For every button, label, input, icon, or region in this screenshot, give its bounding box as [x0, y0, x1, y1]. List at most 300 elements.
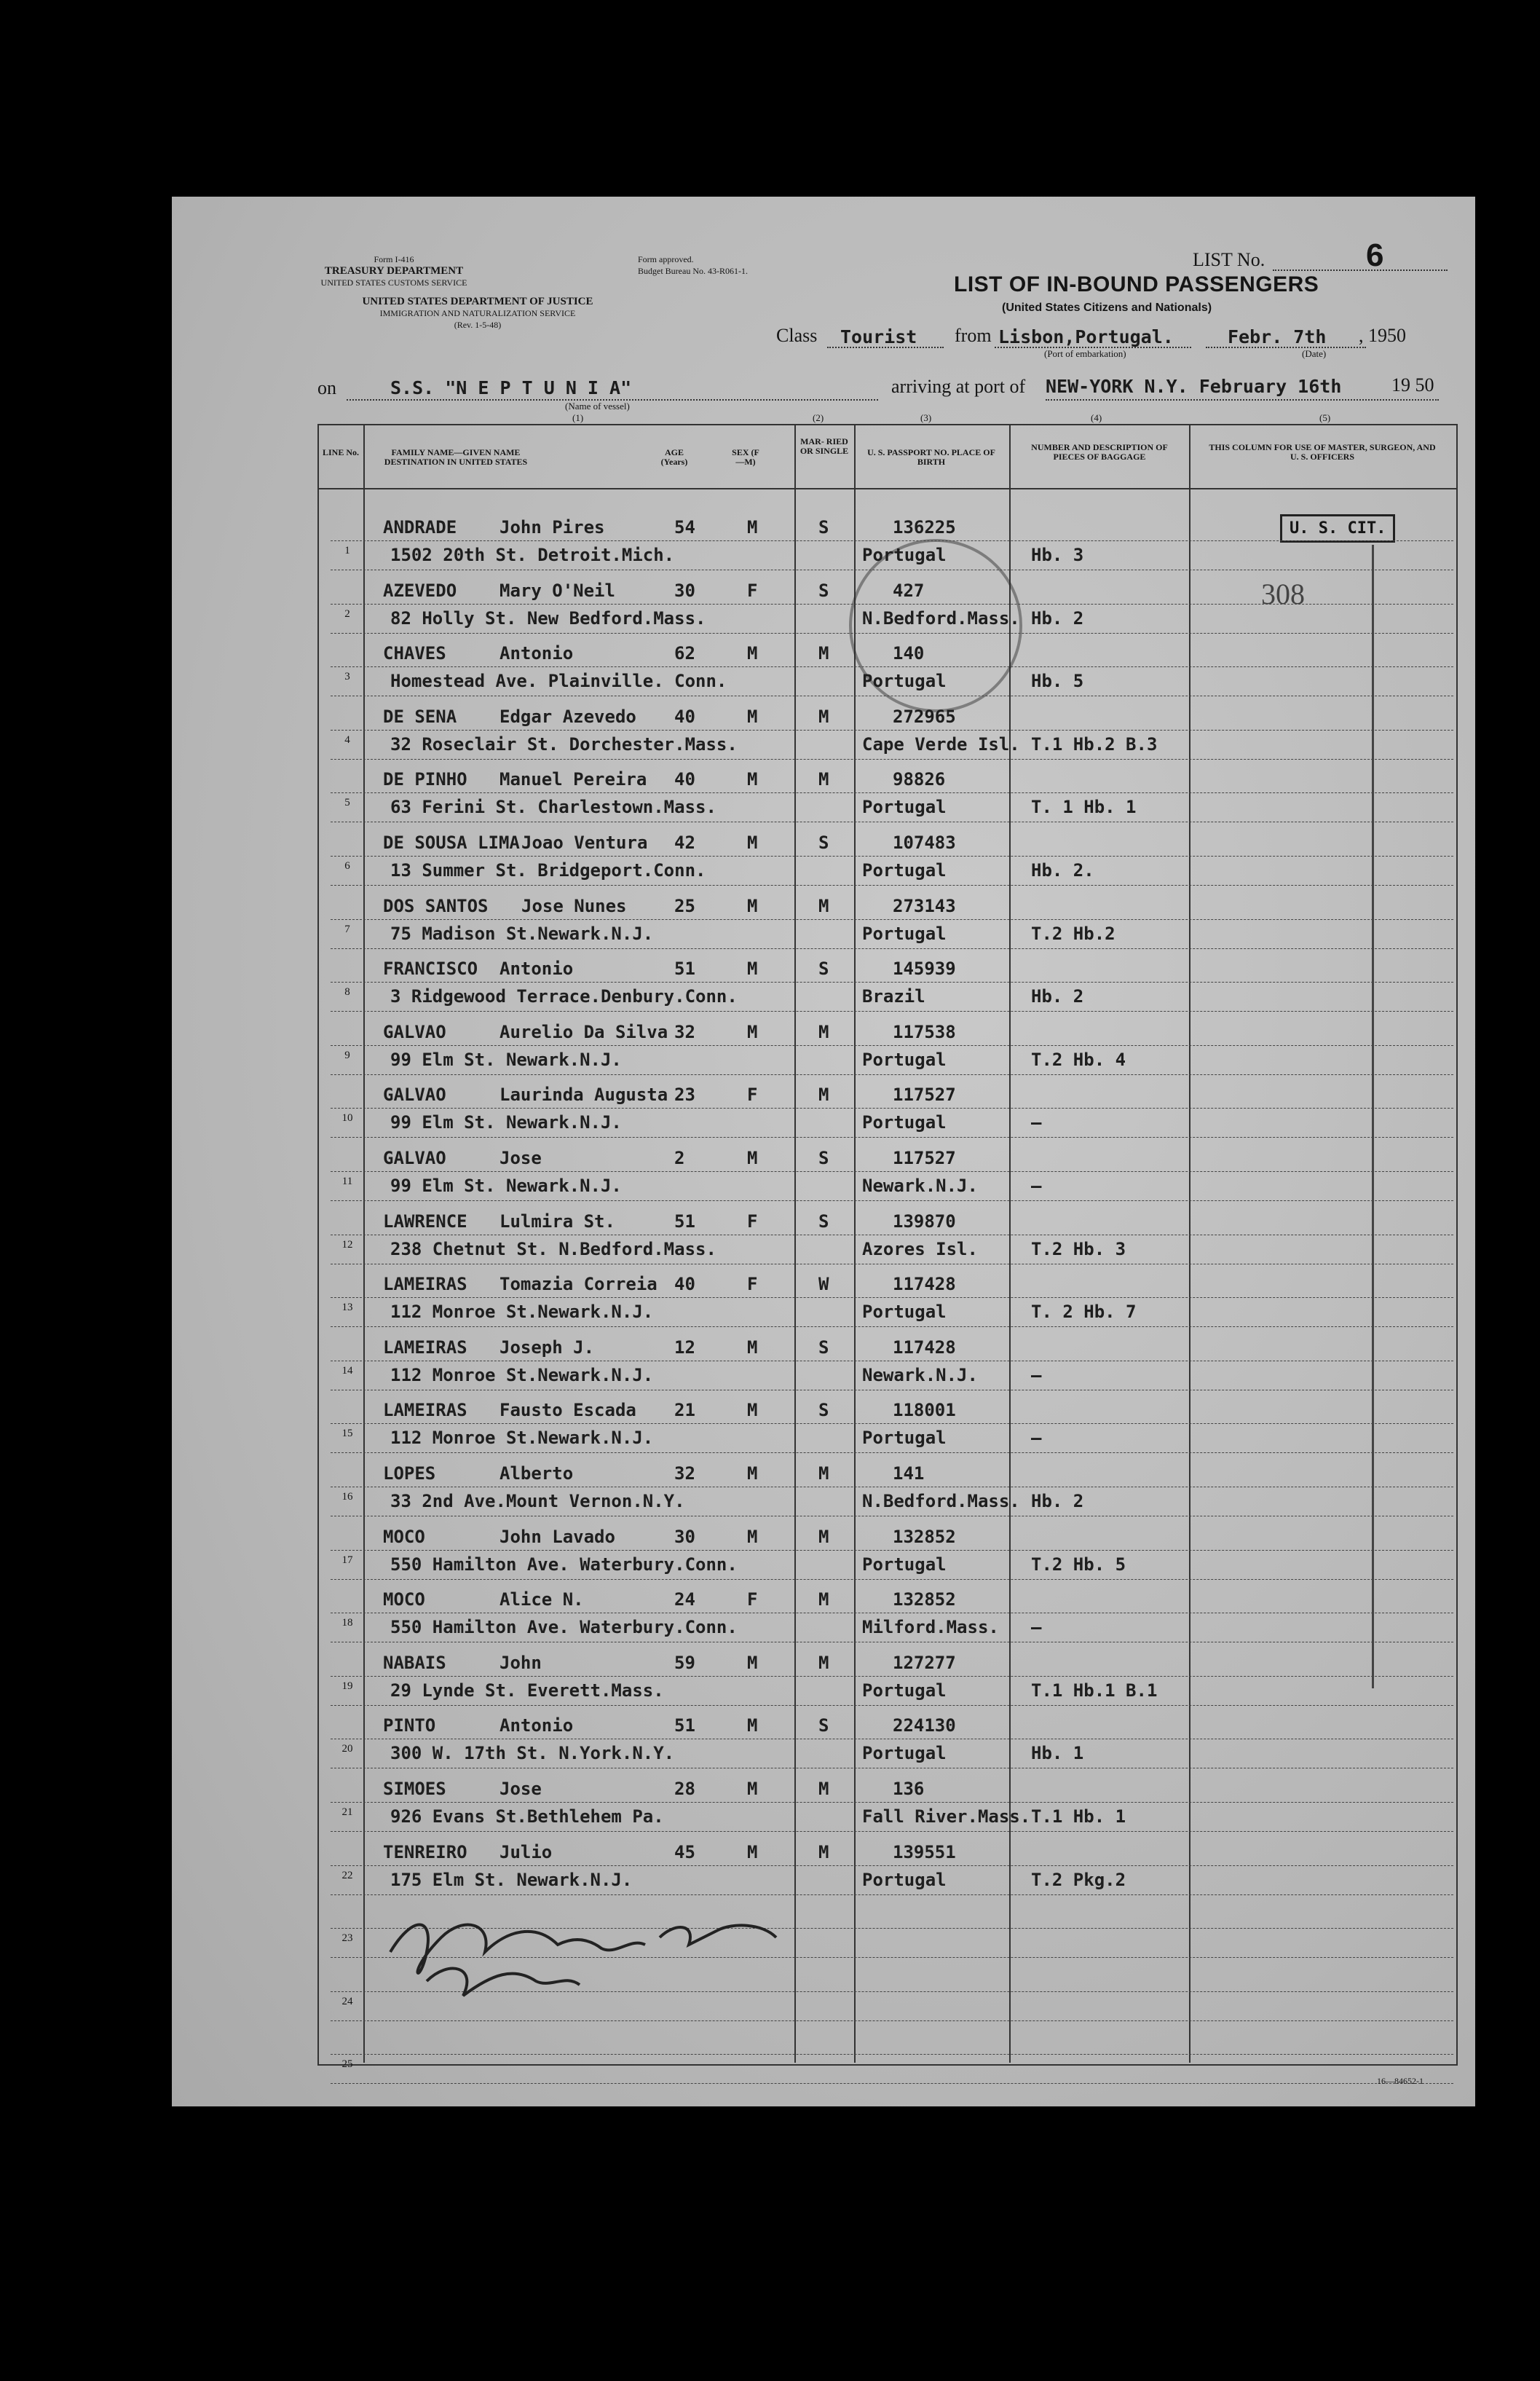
marital-status: M: [818, 643, 829, 664]
sex: M: [747, 895, 758, 916]
form-agency-header: [303, 253, 485, 288]
age: 51: [674, 959, 695, 980]
destination: 29 Lynde St. Everett.Mass.: [390, 1680, 664, 1701]
baggage: T. 1 Hb. 1: [1031, 797, 1137, 818]
col-rule-married: [794, 424, 796, 2063]
baggage: Hb. 2: [1031, 607, 1084, 629]
row-rule-top: [331, 1802, 1453, 1803]
place-of-birth: Portugal: [862, 1428, 947, 1449]
given-name: Antonio: [499, 1715, 574, 1736]
family-name: LAMEIRAS: [383, 1400, 467, 1421]
family-name: SIMOES: [383, 1779, 446, 1799]
given-name: Jose: [499, 1779, 542, 1799]
col-rule-passport: [854, 424, 856, 2063]
destination: 32 Roseclair St. Dorchester.Mass.: [390, 733, 738, 755]
arriving-year: 19 50: [1391, 374, 1434, 395]
col-num-1: (1): [572, 412, 584, 423]
family-name: LAMEIRAS: [383, 1274, 467, 1295]
age: 28: [674, 1779, 695, 1799]
family-name: GALVAO: [383, 1085, 446, 1106]
passport-no: 139551: [893, 1841, 956, 1862]
destination: 3 Ridgewood Terrace.Denbury.Conn.: [390, 986, 738, 1007]
passenger-list-page: [172, 197, 1475, 2106]
marital-status: W: [818, 1274, 829, 1295]
family-name: GALVAO: [383, 1021, 446, 1042]
passport-no: 273143: [893, 895, 956, 916]
age: 24: [674, 1589, 695, 1610]
destination: Homestead Ave. Plainville. Conn.: [390, 671, 727, 692]
baggage: T.1 Hb.1 B.1: [1031, 1680, 1158, 1701]
given-name: Lulmira St.: [499, 1211, 615, 1232]
sex: F: [747, 1274, 758, 1295]
col-num-3: (3): [920, 412, 932, 423]
row-rule-top: [331, 1865, 1453, 1866]
justice-dept: UNITED STATES DEPARTMENT OF JUSTICE: [362, 296, 593, 307]
family-name: LAWRENCE: [383, 1211, 467, 1232]
sex: F: [747, 1211, 758, 1232]
place-of-birth: Portugal: [862, 1680, 947, 1701]
baggage: Hb. 5: [1031, 671, 1084, 692]
age: 25: [674, 895, 695, 916]
row-rule-bottom: [331, 1200, 1453, 1201]
given-name: John Pires: [499, 517, 605, 538]
marital-status: M: [818, 769, 829, 790]
marital-status: S: [818, 1211, 829, 1232]
given-name: Alberto: [499, 1463, 574, 1484]
destination: 550 Hamilton Ave. Waterbury.Conn.: [390, 1617, 738, 1638]
place-of-birth: Brazil: [862, 986, 925, 1007]
marital-status: M: [818, 1841, 829, 1862]
marital-status: S: [818, 959, 829, 980]
place-of-birth: Milford.Mass.: [862, 1617, 999, 1638]
row-rule-top: [331, 856, 1453, 857]
col-num-2: (2): [813, 412, 824, 423]
vessel-name: S.S. "N E P T U N I A": [390, 377, 632, 398]
age: 40: [674, 769, 695, 790]
place-of-birth: Portugal: [862, 1049, 947, 1070]
given-name: Fausto Escada: [499, 1400, 636, 1421]
line-number: 18: [341, 1617, 353, 1629]
line-number: 8: [344, 986, 350, 999]
row-rule-bottom: [331, 1137, 1453, 1138]
form-number: Form I-416: [374, 254, 414, 264]
sex: M: [747, 1021, 758, 1042]
table-header-rule: [317, 488, 1456, 489]
passport-no: 140: [893, 643, 925, 664]
sex: M: [747, 1463, 758, 1484]
baggage: T. 2 Hb. 7: [1031, 1302, 1137, 1323]
from-value: Lisbon,Portugal.: [998, 326, 1174, 347]
marital-status: S: [818, 580, 829, 601]
justice-header: [317, 296, 638, 331]
marital-status: S: [818, 517, 829, 538]
arriving-label: arriving at port of: [891, 376, 1026, 397]
sex: M: [747, 1526, 758, 1547]
header-line-no: LINE No.: [322, 447, 359, 457]
baggage: T.1 Hb. 1: [1031, 1806, 1126, 1827]
line-number: 3: [344, 671, 350, 683]
us-citizen-stamp: U. S. CIT.: [1280, 514, 1395, 543]
passport-no: 272965: [893, 706, 956, 727]
family-name: ANDRADE: [383, 517, 457, 538]
place-of-birth: Portugal: [862, 545, 947, 565]
marital-status: M: [818, 1589, 829, 1610]
baggage: —: [1031, 1176, 1042, 1196]
family-name: GALVAO: [383, 1148, 446, 1168]
family-name: MOCO: [383, 1589, 425, 1610]
age: 21: [674, 1400, 695, 1421]
destination: 300 W. 17th St. N.York.N.Y.: [390, 1743, 675, 1764]
age: 23: [674, 1085, 695, 1106]
given-name: Joseph J.: [499, 1337, 595, 1358]
baggage: —: [1031, 1428, 1042, 1449]
sex: M: [747, 959, 758, 980]
passport-no: 127277: [893, 1652, 956, 1673]
customs-service: UNITED STATES CUSTOMS SERVICE: [320, 278, 467, 288]
given-name: Edgar Azevedo: [499, 706, 636, 727]
list-no-line: [1273, 269, 1448, 271]
destination: 99 Elm St. Newark.N.J.: [390, 1112, 622, 1133]
family-name: DOS SANTOS: [383, 895, 489, 916]
line-number: 1: [344, 545, 350, 556]
destination: 112 Monroe St.Newark.N.J.: [390, 1302, 654, 1323]
baggage: —: [1031, 1112, 1042, 1133]
age: 32: [674, 1463, 695, 1484]
marital-status: S: [818, 1400, 829, 1421]
family-name: TENREIRO: [383, 1841, 467, 1862]
from-label: from: [955, 325, 992, 346]
family-name: MOCO: [383, 1526, 425, 1547]
line-number: 16: [341, 1491, 353, 1503]
sex: F: [747, 1085, 758, 1106]
marital-status: M: [818, 1085, 829, 1106]
arriving-line: [1046, 399, 1439, 401]
passport-no: 427: [893, 580, 925, 601]
family-name: PINTO: [383, 1715, 436, 1736]
family-name: AZEVEDO: [383, 580, 457, 601]
baggage: —: [1031, 1364, 1042, 1385]
place-of-birth: Fall River.Mass.: [862, 1806, 1031, 1827]
place-of-birth: Portugal: [862, 1554, 947, 1575]
row-rule-top: [331, 1423, 1453, 1424]
place-of-birth: Portugal: [862, 797, 947, 818]
officer-vertical-mark: [1372, 545, 1374, 1688]
row-rule-bottom: [331, 633, 1453, 634]
header-married: MAR- RIED OR SINGLE: [799, 436, 849, 456]
place-of-birth: Azores Isl.: [862, 1238, 978, 1259]
age: 30: [674, 1526, 695, 1547]
line-number: 12: [341, 1238, 353, 1251]
row-rule-top: [331, 730, 1453, 731]
baggage: Hb. 2.: [1031, 860, 1094, 881]
age: 62: [674, 643, 695, 664]
given-name: Tomazia Correia: [499, 1274, 658, 1295]
line-number: 9: [344, 1049, 350, 1061]
destination: 75 Madison St.Newark.N.J.: [390, 923, 654, 944]
row-rule-bottom: [331, 2083, 1453, 2084]
family-name: DE SENA: [383, 706, 457, 727]
row-rule-top: [331, 919, 1453, 920]
marital-status: M: [818, 706, 829, 727]
row-rule-bottom: [331, 1011, 1453, 1012]
row-rule-bottom: [331, 885, 1453, 886]
sex: M: [747, 833, 758, 853]
place-of-birth: Portugal: [862, 1869, 947, 1890]
baggage: Hb. 1: [1031, 1743, 1084, 1764]
row-rule-top: [331, 982, 1453, 983]
marital-status: M: [818, 1526, 829, 1547]
marital-status: M: [818, 895, 829, 916]
row-rule-bottom: [331, 2020, 1453, 2021]
row-rule-top: [331, 1676, 1453, 1677]
sex: M: [747, 643, 758, 664]
place-of-birth: N.Bedford.Mass.: [862, 1491, 1020, 1511]
given-name: Manuel Pereira: [499, 769, 647, 790]
passport-no: 224130: [893, 1715, 956, 1736]
line-number: 4: [344, 733, 350, 746]
passport-no: 117527: [893, 1085, 956, 1106]
row-rule-top: [331, 792, 1453, 793]
row-rule-top: [331, 666, 1453, 667]
age: 40: [674, 1274, 695, 1295]
place-of-birth: Portugal: [862, 1112, 947, 1133]
sex: M: [747, 1715, 758, 1736]
passport-no: 139870: [893, 1211, 956, 1232]
col-rule-officers: [1189, 424, 1190, 2063]
age: 51: [674, 1715, 695, 1736]
given-name: Aurelio Da Silva: [499, 1021, 668, 1042]
destination: 63 Ferini St. Charlestown.Mass.: [390, 797, 716, 818]
place-of-birth: Portugal: [862, 1743, 947, 1764]
row-rule-bottom: [331, 759, 1453, 760]
col-rule-line: [363, 424, 365, 2063]
class-value: Tourist: [840, 326, 917, 347]
header-baggage: NUMBER AND DESCRIPTION OF PIECES OF BAGGAGE: [1031, 442, 1168, 462]
row-rule-bottom: [331, 1326, 1453, 1327]
line-number: 11: [341, 1176, 353, 1187]
given-name: John: [499, 1652, 542, 1673]
line-number: 6: [344, 860, 350, 872]
given-name: Mary O'Neil: [499, 580, 615, 601]
family-name: CHAVES: [383, 643, 446, 664]
family-name: DE SOUSA LIMA: [383, 833, 520, 853]
given-name: Antonio: [499, 643, 574, 664]
passport-no: 117527: [893, 1148, 956, 1168]
date-caption: (Date): [1302, 348, 1327, 359]
ins-service: IMMIGRATION AND NATURALIZATION SERVICE: [379, 308, 576, 318]
sex: M: [747, 1779, 758, 1799]
header-officers: THIS COLUMN FOR USE OF MASTER, SURGEON, AND U. S. OFFICERS: [1209, 442, 1436, 462]
baggage: Hb. 3: [1031, 545, 1084, 565]
budget-bureau-no: Budget Bureau No. 43-R061-1.: [638, 266, 748, 276]
age: 59: [674, 1652, 695, 1673]
sex: M: [747, 1148, 758, 1168]
line-number: 19: [341, 1680, 353, 1692]
marital-status: M: [818, 1779, 829, 1799]
age: 12: [674, 1337, 695, 1358]
line-number: 5: [344, 797, 350, 809]
destination: 238 Chetnut St. N.Bedford.Mass.: [390, 1238, 716, 1259]
given-name: Jose Nunes: [521, 895, 627, 916]
list-subtitle: (United States Citizens and Nationals): [1002, 302, 1212, 314]
row-rule-bottom: [331, 948, 1453, 949]
age: 40: [674, 706, 695, 727]
baggage: Hb. 2: [1031, 986, 1084, 1007]
line-number: 2: [344, 607, 350, 620]
marital-status: M: [818, 1021, 829, 1042]
place-of-birth: Newark.N.J.: [862, 1364, 978, 1385]
marital-status: M: [818, 1463, 829, 1484]
budget-approval: [638, 253, 748, 277]
line-number: 21: [341, 1806, 353, 1818]
given-name: Antonio: [499, 959, 574, 980]
passport-no: 98826: [893, 769, 946, 790]
date-year: , 1950: [1359, 325, 1406, 346]
age: 32: [674, 1021, 695, 1042]
place-of-birth: Portugal: [862, 671, 947, 692]
given-name: Julio: [499, 1841, 553, 1862]
age: 54: [674, 517, 695, 538]
baggage: T.2 Hb. 3: [1031, 1238, 1126, 1259]
sex: M: [747, 769, 758, 790]
destination: 112 Monroe St.Newark.N.J.: [390, 1428, 654, 1449]
age: 2: [674, 1148, 685, 1168]
place-of-birth: Newark.N.J.: [862, 1176, 978, 1196]
line-number: 23: [341, 1932, 353, 1945]
line-number: 22: [341, 1869, 353, 1881]
row-rule-top: [331, 1171, 1453, 1172]
row-rule-top: [331, 1108, 1453, 1109]
date-value: Febr. 7th: [1228, 326, 1327, 347]
port-embark-caption: (Port of embarkation): [1044, 348, 1126, 359]
baggage: T.2 Pkg.2: [1031, 1869, 1126, 1890]
vessel-caption: (Name of vessel): [565, 401, 630, 412]
line-number: 14: [341, 1364, 353, 1377]
sex: M: [747, 1400, 758, 1421]
col-num-4: (4): [1091, 412, 1102, 423]
list-no-value: 6: [1366, 237, 1384, 273]
col-num-5: (5): [1319, 412, 1331, 423]
age: 42: [674, 833, 695, 853]
baggage: —: [1031, 1617, 1042, 1638]
baggage: T.2 Hb. 4: [1031, 1049, 1126, 1070]
line-number: 10: [341, 1112, 353, 1125]
line-number: 20: [341, 1743, 353, 1755]
passport-no: 117428: [893, 1337, 956, 1358]
baggage: T.2 Hb. 5: [1031, 1554, 1126, 1575]
line-number: 25: [341, 2058, 353, 2071]
form-revision: (Rev. 1-5-48): [454, 320, 502, 330]
list-no-label: LIST No.: [1193, 249, 1265, 270]
row-rule-bottom: [331, 1705, 1453, 1706]
place-of-birth: N.Bedford.Mass.: [862, 607, 1020, 629]
form-footer-number: 16—84652-1: [1377, 2076, 1423, 2086]
header-passport: U. S. PASSPORT NO. PLACE OF BIRTH: [867, 447, 995, 467]
sex: M: [747, 1841, 758, 1862]
destination: 550 Hamilton Ave. Waterbury.Conn.: [390, 1554, 738, 1575]
passport-no: 118001: [893, 1400, 956, 1421]
row-rule-top: [331, 1045, 1453, 1046]
officer-number-stamp: 308: [1261, 578, 1305, 610]
given-name: Laurinda Augusta: [499, 1085, 668, 1106]
marital-status: S: [818, 833, 829, 853]
on-label: on: [317, 377, 336, 398]
sex: M: [747, 517, 758, 538]
header-name: FAMILY NAME—GIVEN NAME DESTINATION IN UNITED STATES: [384, 447, 528, 467]
passport-no: 117428: [893, 1274, 956, 1295]
age: 51: [674, 1211, 695, 1232]
row-rule-top: [331, 1550, 1453, 1551]
given-name: Joao Ventura: [521, 833, 648, 853]
passport-no: 117538: [893, 1021, 956, 1042]
family-name: LOPES: [383, 1463, 436, 1484]
sex: F: [747, 580, 758, 601]
passport-no: 107483: [893, 833, 956, 853]
row-rule-bottom: [331, 1452, 1453, 1453]
passport-no: 132852: [893, 1526, 956, 1547]
marital-status: S: [818, 1148, 829, 1168]
marital-status: S: [818, 1715, 829, 1736]
destination: 175 Elm St. Newark.N.J.: [390, 1869, 633, 1890]
place-of-birth: Portugal: [862, 923, 947, 944]
given-name: Alice N.: [499, 1589, 584, 1610]
treasury-dept: TREASURY DEPARTMENT: [324, 265, 464, 277]
passport-no: 141: [893, 1463, 925, 1484]
baggage: Hb. 2: [1031, 1491, 1084, 1511]
line-number: 13: [341, 1302, 353, 1314]
sex: M: [747, 1337, 758, 1358]
sex: F: [747, 1589, 758, 1610]
destination: 99 Elm St. Newark.N.J.: [390, 1176, 622, 1196]
age: 30: [674, 580, 695, 601]
family-name: DE PINHO: [383, 769, 467, 790]
passport-no: 145939: [893, 959, 956, 980]
arriving-port: NEW-YORK N.Y. February 16th: [1046, 376, 1342, 397]
row-rule-bottom: [331, 1831, 1453, 1832]
row-rule-top: [331, 540, 1453, 541]
row-rule-top: [331, 604, 1453, 605]
family-name: NABAIS: [383, 1652, 446, 1673]
baggage: T.2 Hb.2: [1031, 923, 1115, 944]
given-name: John Lavado: [499, 1526, 615, 1547]
destination: 82 Holly St. New Bedford.Mass.: [390, 607, 706, 629]
place-of-birth: Cape Verde Isl.: [862, 733, 1020, 755]
place-of-birth: Portugal: [862, 1302, 947, 1323]
list-title: LIST OF IN-BOUND PASSENGERS: [954, 272, 1319, 296]
line-number: 24: [341, 1995, 353, 2007]
passport-no: 136: [893, 1779, 925, 1799]
line-number: 17: [341, 1554, 353, 1566]
destination: 1502 20th St. Detroit.Mich.: [390, 545, 675, 565]
header-age: AGE (Years): [660, 447, 688, 467]
destination: 99 Elm St. Newark.N.J.: [390, 1049, 622, 1070]
passport-no: 132852: [893, 1589, 956, 1610]
sex: M: [747, 1652, 758, 1673]
family-name: FRANCISCO: [383, 959, 478, 980]
destination: 13 Summer St. Bridgeport.Conn.: [390, 860, 706, 881]
marital-status: S: [818, 1337, 829, 1358]
row-rule-bottom: [331, 1074, 1453, 1075]
baggage: T.1 Hb.2 B.3: [1031, 733, 1158, 755]
marital-status: M: [818, 1652, 829, 1673]
line-number: 15: [341, 1428, 353, 1440]
place-of-birth: Portugal: [862, 860, 947, 881]
family-name: LAMEIRAS: [383, 1337, 467, 1358]
form-approved: Form approved.: [638, 254, 694, 264]
line-number: 7: [344, 923, 350, 935]
row-rule-top: [331, 1297, 1453, 1298]
age: 45: [674, 1841, 695, 1862]
